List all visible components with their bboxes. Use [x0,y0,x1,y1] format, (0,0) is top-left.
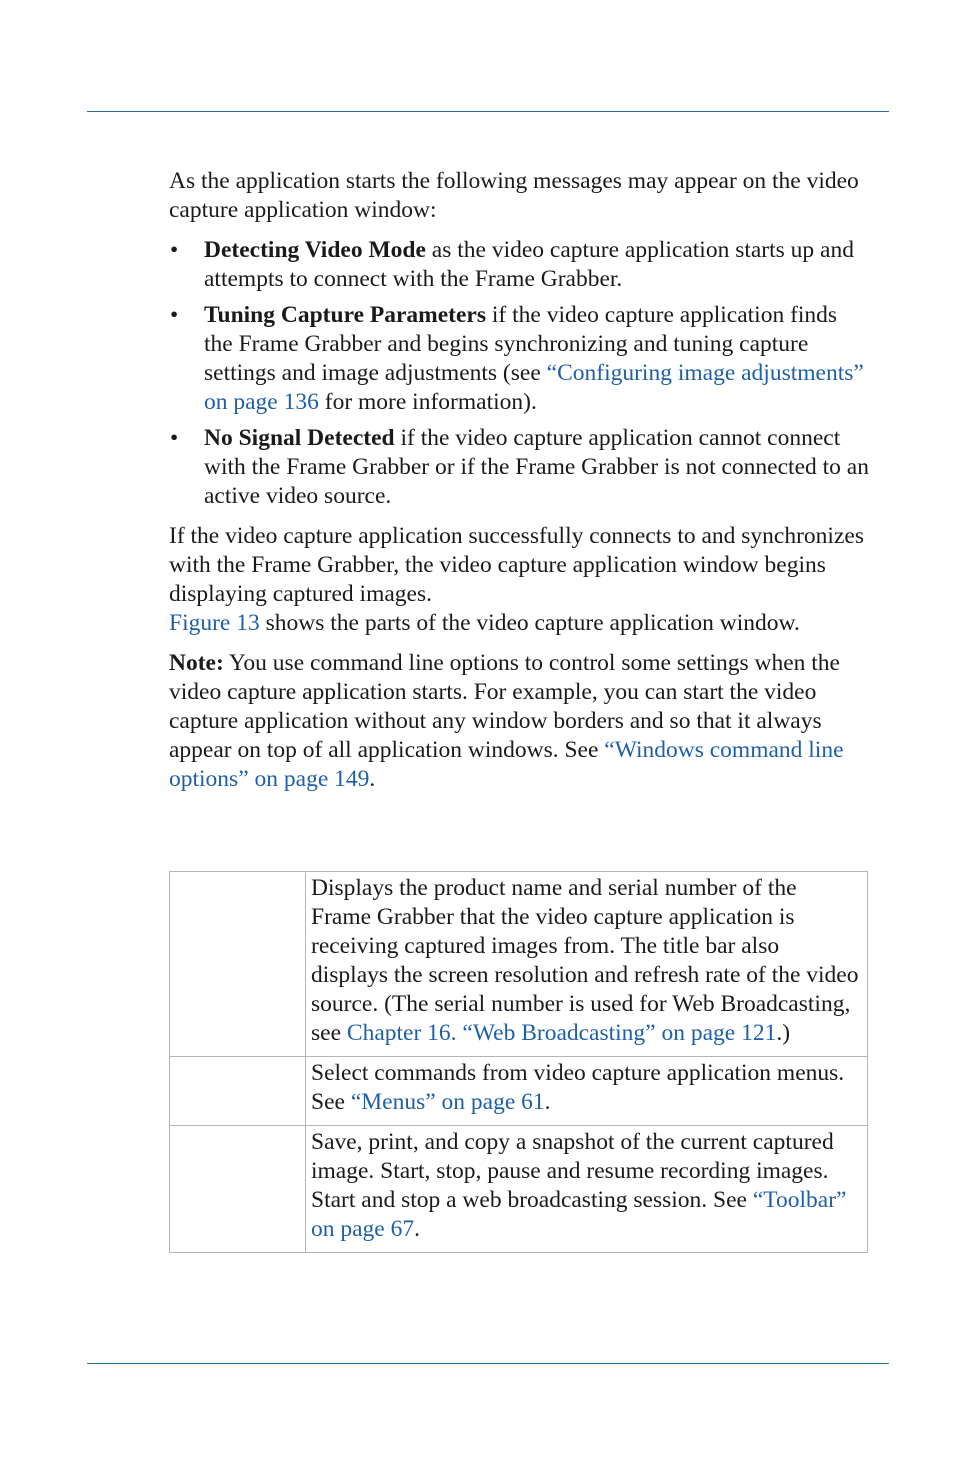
paragraph-text-after: shows the parts of the video capture application window. [259,610,800,636]
message-text: if the video capture application cannot connect with the Frame Grabber or if the Frame Grabber is not connected to an active video source. [204,425,869,509]
table-label-cell [170,1057,306,1126]
table-description-cell [306,1057,868,1126]
list-item [169,301,869,417]
note-text: You use command line options to control some settings when the video capture application starts. For example, you can start the video capture application without any window borders and so that it always appear on top of all application windows. See [169,650,840,763]
window-parts-table [169,871,868,1253]
cell-text-after: .) [776,1020,791,1046]
cross-reference-link[interactable]: “Windows command line options” on page 149 [169,737,844,792]
cell-text: Select commands from video capture application menus. See [311,1060,845,1115]
cross-reference-link[interactable]: “Configuring image adjustments” on page 136 [204,360,864,415]
message-title: Tuning Capture Parameters [204,302,486,328]
message-title: No Signal Detected [204,425,395,451]
bullet-icon: • [170,425,179,451]
bullet-icon: • [170,302,179,328]
list-item [169,236,869,294]
cell-text: Displays the product name and serial number of the Frame Grabber that the video capture application is receiving captured images from. The title bar also displays the screen resolution and refresh rate of the video source. (The serial number is used for Web Broadcasting, see [311,875,859,1046]
message-text-after: for more information). [318,389,537,415]
figure-link[interactable]: Figure 13 [169,610,260,636]
footer-rule [87,1363,889,1364]
note-text-after: . [369,766,376,792]
table-label-cell [170,1126,306,1253]
table-description-cell [306,872,868,1057]
page-body [169,167,869,805]
header-rule [87,111,889,112]
connection-paragraph [169,522,869,638]
cell-text-after: . [414,1216,420,1242]
note-label: Note: [169,650,224,676]
message-list [169,236,869,511]
cross-reference-link[interactable]: Chapter 16. “Web Broadcasting” on page 121 [346,1020,777,1046]
table-row [170,1126,868,1253]
table-label-cell [170,872,306,1057]
table-description-cell [306,1126,868,1253]
message-title: Detecting Video Mode [204,237,426,263]
message-text: as the video capture application starts up and attempts to connect with the Frame Grabber. [204,237,854,292]
message-text: if the video capture application finds the Frame Grabber and begins synchronizing and tuning capture settings and image adjustments (see [204,302,838,386]
paragraph-text: If the video capture application successfully connects to and synchronizes with the Frame Grabber, the video capture application window begins displaying captured images. [169,523,864,607]
cross-reference-link[interactable]: “Toolbar” on page 67 [311,1187,847,1242]
cell-text-after: . [544,1089,551,1115]
cell-text: Save, print, and copy a snapshot of the current captured image. Start, stop, pause and resume recording images. Start and stop a web broadcasting session. See [311,1129,834,1213]
bullet-icon: • [170,237,179,263]
cross-reference-link[interactable]: “Menus” on page 61 [350,1089,545,1115]
table-row [170,1057,868,1126]
table-row [170,872,868,1057]
list-item [169,424,869,511]
intro-paragraph: As the application starts the following messages may appear on the video capture application window: [169,168,859,223]
note-paragraph [169,649,869,794]
